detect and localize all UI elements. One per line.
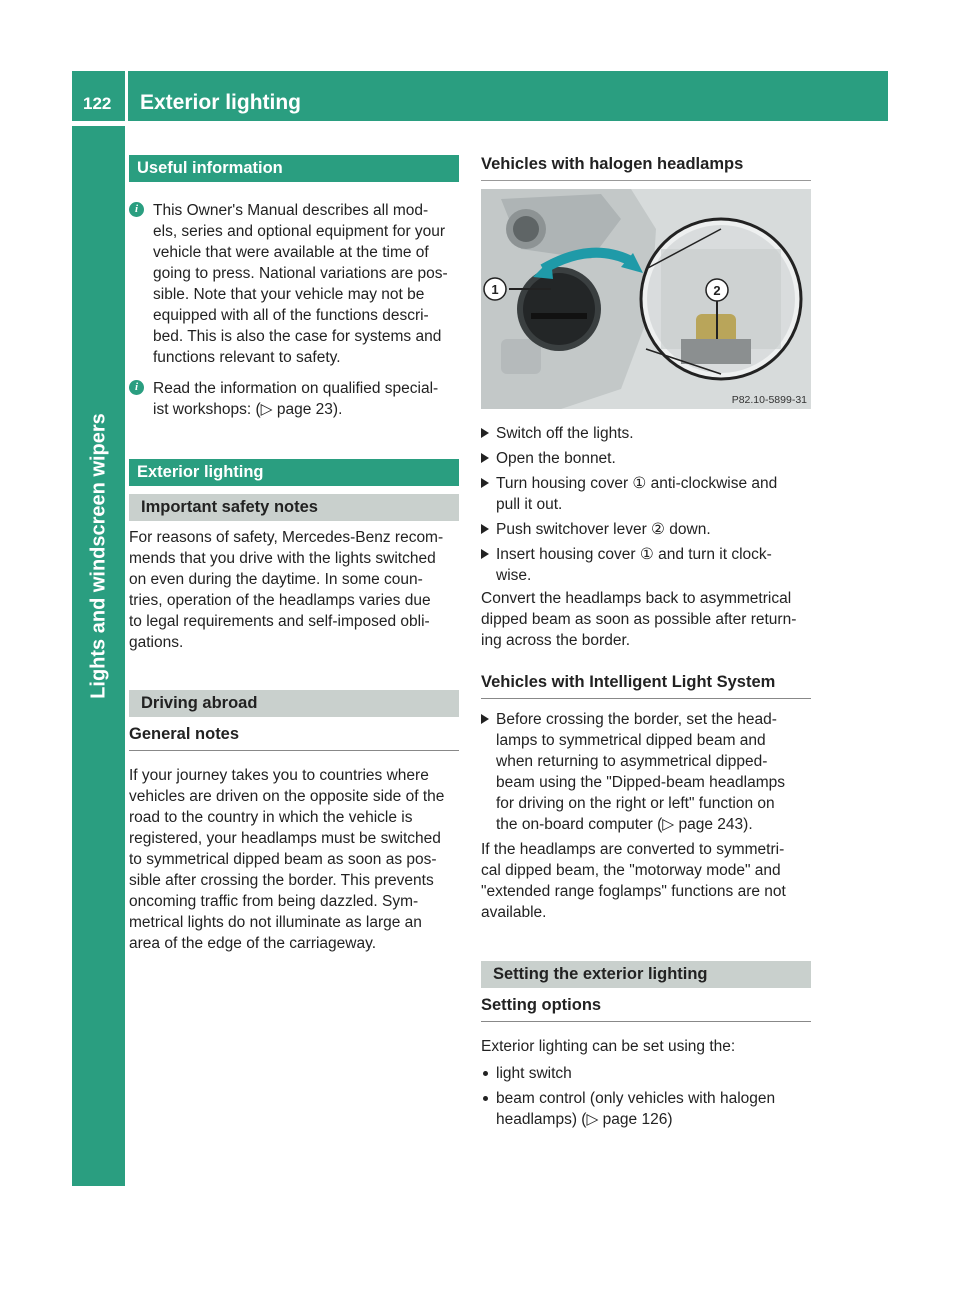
page-ref-link[interactable]: the on-board computer (▷ page 243). <box>496 816 753 833</box>
ils-heading: Vehicles with Intelligent Light System <box>481 673 811 699</box>
arrow-icon <box>481 714 489 724</box>
headlamp-figure <box>481 189 811 409</box>
side-tab <box>72 126 125 1186</box>
callout-1: 1 <box>491 282 499 297</box>
exterior-lighting-heading: Exterior lighting <box>129 459 459 486</box>
arrow-icon <box>481 549 489 559</box>
setting-options-heading: Setting options <box>481 996 811 1022</box>
bullet-icon <box>483 1071 488 1076</box>
step-item: Insert housing cover ① and turn it clock- wise. <box>481 544 811 586</box>
list-item: light switch <box>481 1063 811 1084</box>
page-ref-link[interactable]: ist workshops: (▷ page 23). <box>153 401 343 418</box>
safety-text: For reasons of safety, Mercedes-Benz recom- mends that you drive with the lights switched on even during the daytime. In some coun- tries, operation of the headlamps varies due to legal requirements and self-imposed obli- gations. <box>129 529 444 651</box>
step-item: Switch off the lights. <box>481 423 811 444</box>
headlamp-illustration <box>481 189 811 409</box>
driving-abroad-heading: Driving abroad <box>129 690 459 717</box>
step-item: Push switchover lever ② down. <box>481 519 811 540</box>
driving-abroad-text: If your journey takes you to countries where vehicles are driven on the opposite side of the road to the country in which the vehicle is registered, your headlamps must be switched to symmetrical dipped beam as soon as pos- sible after crossing the border. This prevents oncoming traffic from being dazzled. Sym- metrical lights do not illuminate as large an area of the edge of the carriageway. <box>129 767 445 952</box>
arrow-icon <box>481 428 489 438</box>
halogen-heading: Vehicles with halogen headlamps <box>481 155 811 181</box>
halogen-text: Convert the headlamps back to asymmetrical dipped beam as soon as possible after return- ing across the border. <box>481 590 797 649</box>
page-ref-link[interactable]: headlamps) (▷ page 126) <box>496 1111 673 1128</box>
info-icon: i <box>129 380 144 395</box>
arrow-icon <box>481 453 489 463</box>
callout-2: 2 <box>713 283 721 298</box>
setting-heading: Setting the exterior lighting <box>481 961 811 988</box>
ils-step: Before crossing the border, set the head- lamps to symmetrical dipped beam and when returning to asymmetrical dipped- beam using the "Dipped-beam headlamps for driving on the right or left" function on the on-board computer (▷ page 243). <box>481 709 811 835</box>
figure-code: P82.10-5899-31 <box>731 394 807 406</box>
page-title: Exterior lighting <box>140 91 302 114</box>
useful-info-heading: Useful information <box>129 155 459 182</box>
info-note-1-text: This Owner's Manual describes all mod- els, series and optional equipment for your vehicle that were available at the time of going to press. National variations are pos- sible. Note that your vehicle may not be equipped with all of the functions descri- bed. This is also the case for systems and functions relevant to safety. <box>153 202 448 366</box>
info-note-2-text: Read the information on qualified special- ist workshops: (▷ page 23). <box>153 378 459 420</box>
left-column <box>129 155 459 954</box>
setting-bullets <box>481 1063 811 1130</box>
side-tab-label: Lights and windscreen wipers <box>87 413 110 699</box>
page-number: 122 <box>83 94 112 113</box>
halogen-steps <box>481 423 811 586</box>
info-note-2 <box>129 378 459 420</box>
arrow-icon <box>481 524 489 534</box>
safety-heading: Important safety notes <box>129 494 459 521</box>
header-divider <box>125 71 128 121</box>
arrow-icon <box>481 478 489 488</box>
right-column <box>481 155 811 1130</box>
setting-intro: Exterior lighting can be set using the: <box>481 1038 736 1055</box>
ils-text: If the headlamps are converted to symmetri- cal dipped beam, the "motorway mode" and "extended range foglamps" functions are not available. <box>481 841 786 921</box>
info-icon: i <box>129 202 144 217</box>
step-item: Open the bonnet. <box>481 448 811 469</box>
bullet-icon <box>483 1096 488 1101</box>
step-item: Turn housing cover ① anti-clockwise and pull it out. <box>481 473 811 515</box>
list-item: beam control (only vehicles with halogen headlamps) (▷ page 126) <box>481 1088 811 1130</box>
general-notes-heading: General notes <box>129 725 459 751</box>
info-note-1 <box>129 200 459 368</box>
